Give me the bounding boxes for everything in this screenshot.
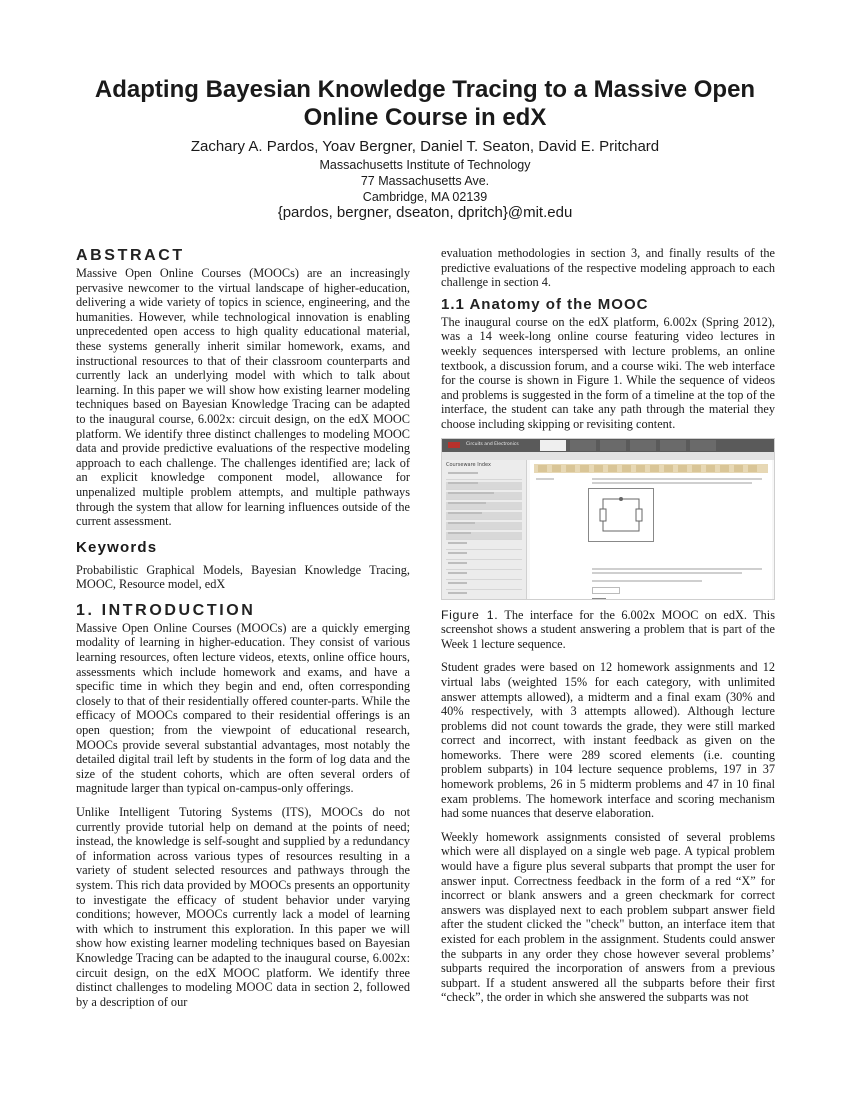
anatomy-paragraph-2: Student grades were based on 12 homework assignments and 12 virtual labs (weighted 15% for each category, with unlimited answer attempts allowed), a midterm and a final exam (30% and 40% respectively, with 3 attempts allowed). Although lecture problems did not count towards the grade, they were still marked correct and incorrect, with instant feedback as given on the homeworks. There were 289 scored elements (i.e. counting problem subparts) in 104 lecture sequence problems, 197 in 37 homework problems, 26 in 5 midterm problems and 47 in 10 final exam problems. The homework interface and scoring mechanism had some nuances that deserve elaboration.: [441, 660, 775, 821]
edx-logo-icon: [448, 442, 460, 448]
keywords-heading: Keywords: [76, 538, 158, 556]
figure-main-panel: [530, 460, 772, 599]
anatomy-heading: 1.1 Anatomy of the MOOC: [441, 295, 649, 313]
figure-tab: [540, 440, 566, 451]
figure-week-item: [446, 532, 522, 540]
figure-week-item: [446, 542, 522, 550]
abstract-text: Massive Open Online Courses (MOOCs) are an increasingly pervasive newcomer to the virtual landscape of higher-education, delivering a wide variety of topics in science, engineering, and the humanities. However, while technological innovation is enabling unprecedented open access to high quality educational material, these systems generally inherit similar homework, exams, and instructional resources to that of their classroom counterparts and currently lack an underlying model with which to talk about learning. In this paper we will show how existing learner modeling techniques based on Bayesian Knowledge Tracing can be adapted to the inaugural course, 6.002x: circuit design, on the edX MOOC platform. We identify three distinct challenges to modeling MOOC data and provide predictive evaluations of the respective modeling approach to each challenge. The challenges identified are; lack of an explicit knowledge component model, allowance for unpenalized multiple problem attempts, and multiple pathways through the system that allow for learning influences outside of the current assessment.: [76, 266, 410, 529]
introduction-heading: 1. INTRODUCTION: [76, 601, 256, 619]
intro-paragraph-2: Unlike Intelligent Tutoring Systems (ITS), MOOCs do not currently provide tutorial help on demand at the points of need; instead, the knowledge is self-sought and supplied by a redundancy of information across various types of resources resulting in a variety of student selected resources and pathways through the system. This rich data provided by MOOCs presents an opportunity to investigate the efficacy of student behavior under varying conditions; however, MOOCs currently lack a model of learning with which to instrument this exploration. In this paper we will show how existing learner modeling techniques based on Bayesian Knowledge Tracing can be adapted to the inaugural course, 6.002x: circuit design, on the edX MOOC platform. We identify three distinct challenges to modeling MOOC data in section 2, followed by a description of our: [76, 805, 410, 1009]
figure-tab: [630, 440, 656, 451]
figure-course-name: Circuits and Electronics: [466, 441, 519, 447]
figure-week-item: [446, 552, 522, 560]
author-emails: {pardos, bergner, dseaton, dpritch}@mit.edu: [277, 204, 573, 221]
figure-tab: [660, 440, 686, 451]
figure-week-item: [446, 562, 522, 570]
title-line-2: Online Course in edX: [303, 104, 547, 131]
anatomy-paragraph-3: Weekly homework assignments consisted of several problems which were all displayed on a single web page. A typical problem would have a figure plus several subparts that prompt the user for answer input. Correctness feedback in the form of a red “X” for incorrect or blank answers and a green checkmark for correct answers was displayed next to each problem subpart answer field after the student clicked the "check" button, an interface item that existed for each problem in the assignment. Students could answer the subparts in any order they chose however several problems’ subparts required the incorporation of answers from a previous subpart. If a student answered all the subparts before their first “check”, the order in which she answered the subparts was not: [441, 829, 775, 1005]
paper-title: [60, 76, 790, 132]
intro-paragraph-1: Massive Open Online Courses (MOOCs) are a quickly emerging modality of learning in higher-education. They consist of various learning resources, often lecture videos, etexts, online office hours, assessments which include homework and exams, and have a specific time in which they begin and end, often corresponding closely to that of their residentially offered counter-parts. While the efficacy of MOOCs compared to their residential offerings is an open question; from the viewpoint of educational research, MOOCs provide several substantial advantages, most notably the detailed digital trail left by students in the form of log data and the size of the student cohorts, which are often several orders of magnitude larger than typical on-campus-only offerings.: [76, 620, 410, 796]
figure-tab: [570, 440, 596, 451]
title-line-1: Adapting Bayesian Knowledge Tracing to a Massive Open: [94, 76, 756, 103]
figure-week-item: [446, 582, 522, 590]
figure-check-button: [592, 598, 606, 600]
intro-paragraph-3: evaluation methodologies in section 3, and finally results of the predictive evaluations of the respective modeling approach to each challenge in section 4.: [441, 246, 775, 290]
figure-sidebar: [442, 460, 527, 599]
figure-tab: [690, 440, 716, 451]
anatomy-paragraph-1: The inaugural course on the edX platform, 6.002x (Spring 2012), was a 14 week-long online course featuring video lectures in weekly sequences interspersed with lecture problems, an online textbook, a discussion forum, and a course wiki. The web interface for the course is shown in Figure 1. While the sequence of videos and problems is suggested in the form of a timeline at the top of the interface, the student can take any path through the material they choose including skipping or revisiting content.: [441, 314, 775, 431]
figure-sub-strip: [442, 452, 774, 460]
figure-top-bar: [442, 439, 774, 452]
figure-week-item: [446, 512, 522, 520]
figure-answer-field: [592, 587, 620, 594]
figure-week-item: [446, 482, 522, 490]
right-column: [441, 246, 775, 1005]
figure-1-label: Figure 1.: [441, 607, 499, 622]
author-list: Zachary A. Pardos, Yoav Bergner, Daniel T. Seaton, David E. Pritchard: [190, 138, 660, 155]
figure-week-item: [446, 572, 522, 580]
figure-week-item: [446, 592, 522, 600]
figure-sidebar-heading: Courseware Index: [446, 461, 491, 468]
figure-sequence-bar: [534, 464, 768, 473]
circuit-diagram-icon: [588, 488, 654, 542]
figure-week-item: [446, 492, 522, 500]
figure-1-caption: [441, 608, 775, 652]
figure-week-item: [446, 472, 522, 480]
affiliation-street: 77 Massachusetts Ave.: [360, 174, 490, 188]
figure-1-screenshot: [441, 438, 775, 600]
figure-week-item: [446, 502, 522, 510]
keywords-text: Probabilistic Graphical Models, Bayesian Knowledge Tracing, MOOC, Resource model, edX: [76, 562, 410, 592]
figure-1-caption-text: The interface for the 6.002x MOOC on edX. This screenshot shows a student answering a problem that is part of the Week 1 lecture sequence.: [441, 607, 776, 651]
affiliation-institution: Massachusetts Institute of Technology: [319, 158, 531, 172]
abstract-heading: ABSTRACT: [76, 247, 185, 264]
left-column: [76, 246, 410, 1009]
figure-tab: [600, 440, 626, 451]
affiliation-city: Cambridge, MA 02139: [362, 190, 488, 204]
figure-week-item: [446, 522, 522, 530]
